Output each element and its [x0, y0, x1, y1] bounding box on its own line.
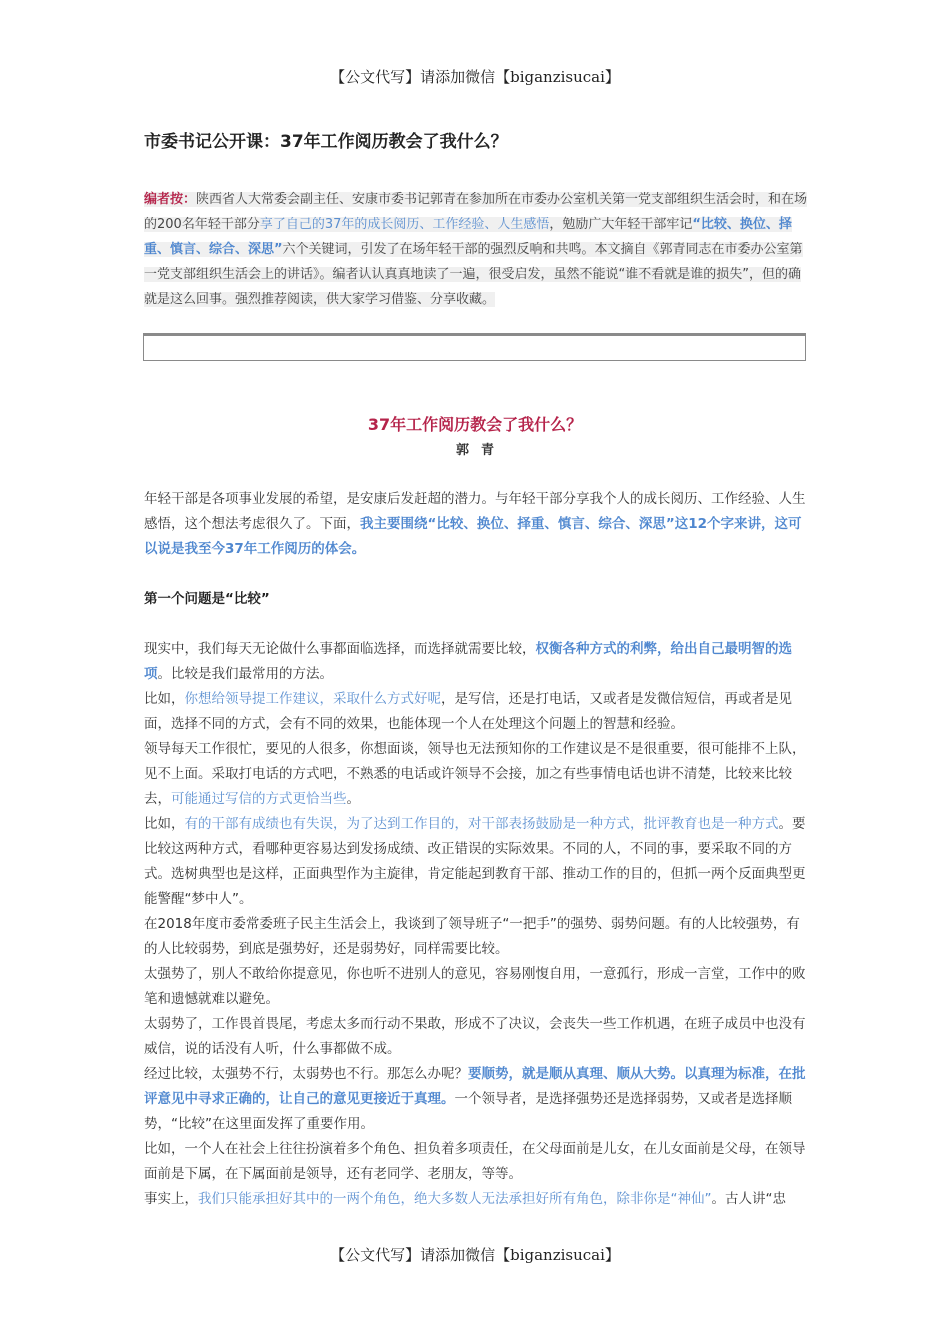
paragraph: [144, 687, 810, 737]
editor-note-emphasis-2: “比较、换位、择重、慎言、综合、深思”: [144, 217, 792, 257]
paragraph-text: 现实中，我们每天无论做什么事都面临选择，而选择就需要比较，: [144, 641, 536, 657]
paragraph-emphasis: 权衡各种方式的利弊，给出自己最明智的选项: [144, 641, 792, 682]
paragraph-text: 经过比较，太强势不行，太弱势也不行。那怎么办呢？: [144, 1066, 468, 1082]
paragraph-text: 领导每天工作很忙，要见的人很多，你想面谈，领导也无法预知你的工作建议是不是很重要，很可能排不上队，见不上面。采取打电话的方式吧，不熟悉的电话或许领导不会接，加之有些事情电话也讲不清楚，比较来比较去，: [144, 741, 806, 807]
paragraph-text: 。古人讲“忠: [711, 1191, 786, 1207]
empty-frame-box: [143, 333, 806, 361]
paragraph-emphasis: 要顺势，就是顺从真理、顺从大势。以真理为标准，在批评意见中寻求正确的，让自己的意见更接近于真理。: [144, 1066, 806, 1107]
paragraph: 太弱势了，工作畏首畏尾，考虑太多而行动不果敢，形成不了决议，会丧失一些工作机遇，在班子成员中也没有威信，说的话没有人听，什么事都做不成。: [144, 1016, 806, 1057]
paragraph-text: 。比较是我们最常用的方法。: [157, 666, 333, 682]
paragraph-emphasis: 可能通过写信的方式更恰当些: [171, 791, 347, 807]
article-author: 郭青: [455, 443, 506, 458]
article-title: 37年工作阅历教会了我什么？: [367, 415, 583, 434]
paragraph: 比如，一个人在社会上往往扮演着多个角色、担负着多项责任，在父母面前是儿女，在儿女面前是父母，在领导面前是下属，在下属面前是领导，还有老同学、老朋友，等等。: [144, 1141, 806, 1182]
paragraph-text: 。: [346, 791, 360, 807]
editor-note-text-3: 六个关键词，引发了在场年轻干部的强烈反响和共鸣。本文摘自《郭青同志在市委办公室第一党支部组织生活会上的讲话》。编者认认真真地读了一遍，很受启发，虽然不能说“谁不看就是谁的损失”，但的确就是这么回事。强烈推荐阅读，供大家学习借鉴、分享收藏。: [144, 242, 803, 307]
editor-note-label: 编者按：: [144, 192, 197, 207]
paragraph: [144, 1062, 810, 1137]
section-heading: 第一个问题是“比较”: [144, 591, 270, 607]
paragraph-text: 年轻干部是各项事业发展的希望，是安康后发赶超的潜力。与年轻干部分享我个人的成长阅历、工作经验、人生感悟，这个想法考虑很久了。下面，: [144, 491, 806, 532]
header-watermark-note: 【公文代写】请添加微信【biganzisucai】: [330, 68, 620, 86]
spacer: [144, 612, 810, 637]
paragraph: [144, 637, 810, 687]
paragraph-emphasis: 我主要围绕“比较、换位、择重、慎言、综合、深思”这12个字来讲，这可以说是我至今37年工作阅历的体会。: [144, 516, 802, 557]
editor-note: [144, 187, 810, 312]
paragraph: [144, 1187, 810, 1212]
spacer: [144, 562, 810, 587]
editor-note-text-1: 陕西省人大常委会副主任、安康市委书记郭青在参加所在市委办公室机关第一党支部组织生活会时，和在场的200名年轻干部分: [144, 192, 808, 232]
editor-note-emphasis-1: 享了自己的37年的成长阅历、工作经验、人生感悟: [259, 217, 550, 232]
paragraph: [144, 812, 810, 912]
paragraph-text: 比如，: [144, 816, 185, 832]
paragraph-text: ，是写信，还是打电话，又或者是发微信短信，再或者是见面，选择不同的方式，会有不同的效果，也能体现一个人在处理这个问题上的智慧和经验。: [144, 691, 792, 732]
paragraph-text: 比如，: [144, 691, 185, 707]
editor-note-text-2: ，勉励广大年轻干部牢记: [549, 217, 693, 232]
editor-note-highlight: [144, 192, 807, 307]
paragraph-emphasis: 有的干部有成绩也有失误，为了达到工作目的，对干部表扬鼓励是一种方式，批评教育也是一种方式: [184, 816, 779, 832]
paragraph-text: 事实上，: [144, 1191, 198, 1207]
paragraph-text: 一个领导者，是选择强势还是选择弱势，又或者是选择顺势，“比较”在这里面发挥了重要作用。: [144, 1091, 792, 1132]
paragraph-emphasis: 你想给领导提工作建议，采取什么方式好呢: [184, 691, 441, 707]
paragraph: [144, 487, 810, 562]
article-body: [144, 487, 810, 1212]
paragraph-text: 。要比较这两种方式，看哪种更容易达到发扬成绩、改正错误的实际效果。不同的人，不同的事，要采取不同的方式。选树典型也是这样，正面典型作为主旋律，肯定能起到教育干部、推动工作的目的，但抓一两个反面典型更能警醒“梦中人”。: [144, 816, 806, 907]
paragraph: 太强势了，别人不敢给你提意见，你也听不进别人的意见，容易刚愎自用，一意孤行，形成一言堂，工作中的败笔和遗憾就难以避免。: [144, 966, 806, 1007]
paragraph-emphasis: 我们只能承担好其中的一两个角色，绝大多数人无法承担好所有角色，除非你是“神仙”: [198, 1191, 712, 1207]
paragraph: 在2018年度市委常委班子民主生活会上，我谈到了领导班子“一把手”的强势、弱势问题。有的人比较强势，有的人比较弱势，到底是强势好，还是弱势好，同样需要比较。: [144, 916, 800, 957]
document-title: 市委书记公开课：37年工作阅历教会了我什么？: [144, 132, 508, 152]
paragraph: [144, 737, 810, 812]
footer-watermark-note: 【公文代写】请添加微信【biganzisucai】: [330, 1246, 620, 1264]
